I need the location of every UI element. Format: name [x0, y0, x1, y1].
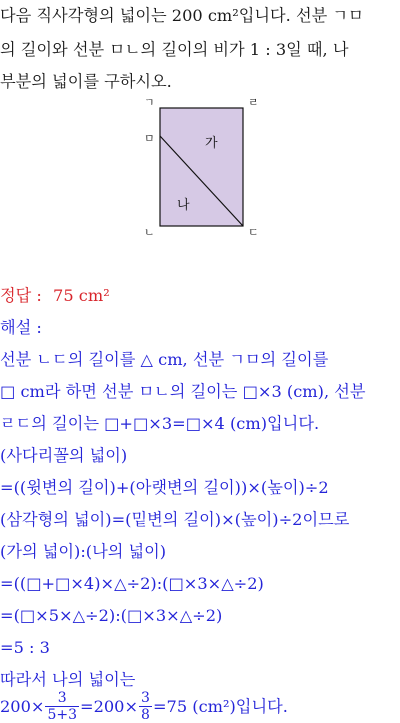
region-label-na: 나 — [177, 198, 190, 213]
fraction-2-denominator: 8 — [141, 707, 150, 723]
final-part-1: 200× — [0, 696, 45, 716]
solution-line-5: =((윗변의 길이)+(아랫변의 길이))×(높이)÷2 — [0, 478, 329, 497]
solution-line-4: (사다리꼴의 넓이) — [0, 446, 128, 465]
solution-line-9: =(□×5×△÷2):(□×3×△÷2) — [0, 606, 223, 625]
answer-value: 75 cm² — [53, 286, 110, 305]
solution-line-3: ㄹㄷ의 길이는 □+□×3=□×4 (cm)입니다. — [0, 414, 320, 433]
corner-label-top-right: ㄹ — [248, 96, 259, 109]
fraction-1 — [45, 690, 79, 723]
solution-heading: 해설 : — [0, 318, 42, 337]
rectangle-figure — [140, 98, 270, 238]
problem-line-2: 의 길이와 선분 ㅁㄴ의 길이의 비가 1 : 3일 때, 나 — [0, 40, 349, 59]
solution-line-11: 따라서 나의 넓이는 — [0, 670, 136, 689]
answer-label: 정답 : — [0, 286, 42, 305]
fraction-1-denominator: 5+3 — [47, 707, 78, 723]
rectangle-diagram — [140, 98, 270, 238]
solution-line-2: □ cm라 하면 선분 ㅁㄴ의 길이는 □×3 (cm), 선분 — [0, 382, 366, 401]
corner-label-top-left: ㄱ — [144, 96, 155, 109]
fraction-1-numerator: 3 — [57, 690, 67, 706]
corner-label-bottom-right: ㄷ — [248, 226, 259, 239]
solution-line-7: (가의 넓이):(나의 넓이) — [0, 542, 167, 561]
solution-line-8: =((□+□×4)×△÷2):(□×3×△÷2) — [0, 574, 264, 593]
fraction-2-numerator: 3 — [141, 690, 150, 706]
answer-line — [0, 286, 110, 306]
point-label-left: ㅁ — [144, 132, 155, 145]
corner-label-bottom-left: ㄴ — [144, 226, 155, 239]
region-label-ga: 가 — [205, 136, 218, 151]
solution-line-6: (삼각형의 넓이)=(밑변의 길이)×(높이)÷2이므로 — [0, 510, 350, 529]
problem-line-1: 다음 직사각형의 넓이는 200 cm²입니다. 선분 ㄱㅁ — [0, 6, 364, 25]
solution-final-line — [0, 690, 288, 723]
final-part-2: =200× — [80, 696, 139, 716]
solution-line-10: =5 : 3 — [0, 638, 50, 657]
problem-line-3: 부분의 넓이를 구하시오. — [0, 72, 172, 91]
fraction-2 — [139, 690, 152, 723]
final-part-3: =75 (cm²)입니다. — [152, 696, 288, 716]
shaded-rectangle — [160, 108, 243, 226]
solution-line-1: 선분 ㄴㄷ의 길이를 △ cm, 선분 ㄱㅁ의 길이를 — [0, 350, 329, 369]
